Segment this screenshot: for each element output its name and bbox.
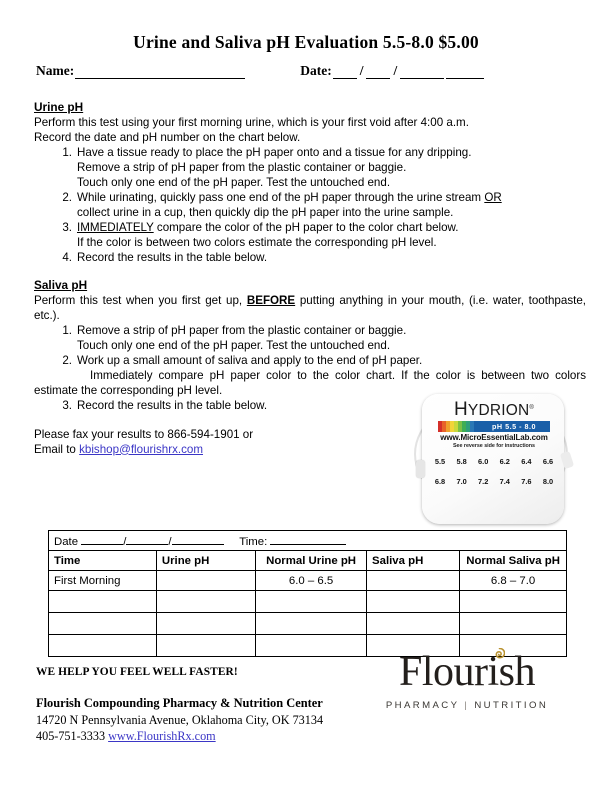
cell-time[interactable] [49, 613, 157, 635]
urine-intro-line-2: Record the date and pH number on the chart below. [34, 131, 301, 145]
saliva-step-2-line-1: Work up a small amount of saliva and apply to the end of pH paper. [77, 353, 423, 367]
ph-swatch-7-6 [517, 471, 535, 489]
date-label: Date: [300, 63, 332, 78]
ph-swatch-label: 7.2 [478, 477, 489, 486]
cell-time[interactable] [49, 591, 157, 613]
results-table [48, 530, 567, 657]
email-link[interactable]: kbishop@flourishrx.com [79, 442, 203, 456]
ph-swatch-5-8 [453, 451, 471, 469]
urine-step-1-line-2: Remove a strip of pH paper from the plastic container or baggie. [77, 161, 407, 175]
table-dateline-row [49, 531, 567, 551]
cell-normal-saliva-ph[interactable] [460, 613, 567, 635]
flourish-logo-subtitle [372, 700, 562, 711]
hydrion-ph-color-chart [414, 392, 574, 526]
name-label: Name: [36, 63, 75, 78]
urine-step-3-immediately-emphasis: IMMEDIATELY [77, 220, 154, 234]
ph-swatch-label: 6.6 [542, 457, 554, 466]
table-time-label: Time: [239, 535, 268, 548]
cell-normal-urine-ph[interactable] [256, 635, 367, 657]
urine-step-4-number: 4. [62, 250, 72, 264]
flourish-logo-wordmark [399, 650, 535, 694]
rainbow-stripes-icon [438, 421, 478, 432]
cell-normal-urine-ph[interactable] [256, 591, 367, 613]
hydrion-ph-range-label: pH 5.5 - 8.0 [478, 421, 550, 432]
date-extra-line[interactable] [446, 67, 484, 79]
saliva-step-2-number: 2. [62, 353, 72, 367]
ph-swatch-label: 7.0 [456, 477, 467, 486]
name-date-row [0, 63, 612, 79]
urine-step-2-line-1-text: While urinating, quickly pass one end of the pH paper through the urine stream [77, 190, 485, 204]
cell-time[interactable] [49, 635, 157, 657]
ph-swatch-label: 8.0 [542, 477, 554, 486]
logo-sub-nutrition: NUTRITION [474, 700, 549, 712]
column-header-normal-saliva-ph: Normal Saliva pH [460, 551, 567, 571]
ph-scale-row-bottom [431, 471, 557, 489]
flourish-logo [372, 650, 562, 711]
hydrion-brand-name [428, 400, 560, 419]
urine-step-1-line-3: Touch only one end of the pH paper. Test the untouched end. [77, 176, 391, 190]
urine-step-2-or-emphasis: OR [484, 190, 502, 204]
hydrion-range-bar [438, 421, 550, 432]
saliva-step-1-line-1: Remove a strip of pH paper from the plastic container or baggie. [77, 323, 407, 337]
urine-step-2-line-2: collect urine in a cup, then quickly dip the pH paper into the urine sample. [77, 205, 454, 219]
cell-urine-ph[interactable] [156, 591, 255, 613]
saliva-intro-before-emphasis: BEFORE [246, 293, 296, 307]
urine-step-3-line-1-text: compare the color of the pH paper to the color chart below. [153, 220, 459, 234]
cell-urine-ph[interactable] [156, 571, 255, 591]
table-date-day-line[interactable] [126, 534, 168, 545]
ph-swatch-label: 5.5 [434, 457, 446, 466]
urine-step-1-line-1: Have a tissue ready to place the pH paper onto and a tissue for any dripping. [77, 146, 472, 160]
ph-swatch-6-6 [539, 451, 557, 469]
saliva-step-1 [34, 324, 586, 354]
ph-swatch-5-5 [431, 451, 449, 469]
urine-step-2-line-1 [77, 191, 586, 206]
ph-swatch-6-2 [496, 451, 514, 469]
date-day-line[interactable] [366, 67, 390, 79]
ph-swatch-label: 6.2 [499, 457, 510, 466]
urine-step-4 [34, 251, 586, 266]
registered-trademark-icon: ® [529, 404, 535, 411]
date-month-line[interactable] [333, 67, 357, 79]
dispenser-left-tab [416, 460, 425, 478]
urine-step-2 [34, 191, 586, 221]
urine-step-1 [34, 146, 586, 191]
urine-section-heading: Urine pH [34, 100, 84, 114]
table-date-year-line[interactable] [172, 534, 224, 545]
saliva-step-3-number: 3. [62, 398, 72, 412]
logo-sub-pharmacy: PHARMACY [385, 700, 460, 712]
date-slash-1: / [359, 63, 364, 78]
email-prefix: Email to [34, 442, 80, 456]
footer-tagline: WE HELP YOU FEEL WELL FASTER! [36, 666, 238, 678]
hydrion-website-text: www.MicroEssentialLab.com [440, 433, 548, 442]
column-header-time: Time [49, 551, 157, 571]
table-header-row [49, 551, 567, 571]
saliva-intro-pre: Perform this test when you first get up, [34, 293, 247, 307]
saliva-intro [34, 294, 586, 324]
flourish-logo-text: Flourish [398, 649, 536, 695]
ph-swatch-6-8 [431, 471, 449, 489]
footer-phone: 405-751-3333 [36, 728, 106, 743]
table-date-slash-2: / [168, 535, 172, 548]
ph-swatch-label: 6.8 [434, 477, 446, 486]
urine-step-3 [34, 221, 586, 251]
page-title: Urine and Saliva pH Evaluation 5.5-8.0 $5.00 [133, 32, 479, 52]
hydrion-label-area [428, 400, 560, 489]
saliva-step-1-line-2: Touch only one end of the pH paper. Test the untouched end. [77, 338, 391, 352]
ph-swatch-6-4 [517, 451, 535, 469]
table-date-month-line[interactable] [81, 534, 123, 545]
table-date-slash-1: / [123, 535, 127, 548]
cell-saliva-ph[interactable] [367, 571, 460, 591]
table-row [49, 613, 567, 635]
footer-website-link[interactable]: www.FlourishRx.com [108, 728, 216, 743]
table-row [49, 591, 567, 613]
urine-step-2-number: 2. [62, 190, 72, 204]
ph-swatch-label: 7.6 [521, 477, 532, 486]
cell-normal-urine-ph: 6.0 – 6.5 [256, 571, 367, 591]
saliva-step-1-number: 1. [62, 323, 72, 337]
hydrion-brand-initial: H [453, 399, 468, 420]
date-year-line[interactable] [400, 67, 444, 79]
cell-urine-ph[interactable] [156, 613, 255, 635]
fax-instruction: Please fax your results to 866-594-1901 or [34, 427, 254, 441]
urine-step-4-line-1: Record the results in the table below. [77, 250, 268, 264]
table-row [49, 571, 567, 591]
saliva-step-3-line-1: Record the results in the table below. [77, 398, 268, 412]
table-date-label: Date [54, 535, 79, 548]
urine-step-3-number: 3. [62, 220, 72, 234]
ph-swatch-8-0 [539, 471, 557, 489]
saliva-intro-post: putting anything in your mouth, (i.e. water, toothpaste, etc.). [34, 293, 587, 322]
hydrion-instructions-text: See reverse side for instructions [453, 443, 535, 449]
footer-phone-web [36, 728, 436, 744]
column-header-urine-ph: Urine pH [156, 551, 255, 571]
ph-swatch-7-2 [474, 471, 492, 489]
date-slash-2: / [393, 63, 398, 78]
table-dateline-cell [49, 531, 567, 551]
ph-swatch-6-0 [474, 451, 492, 469]
urine-step-3-line-1 [77, 221, 586, 236]
ph-swatch-7-4 [496, 471, 514, 489]
cell-saliva-ph[interactable] [367, 591, 460, 613]
footer-company-name: Flourish Compounding Pharmacy & Nutrition Center [36, 696, 323, 711]
cell-urine-ph[interactable] [156, 635, 255, 657]
ph-swatch-7-0 [453, 471, 471, 489]
ph-swatch-label: 7.4 [499, 477, 510, 486]
cell-normal-saliva-ph: 6.8 – 7.0 [460, 571, 567, 591]
urine-step-1-number: 1. [62, 146, 72, 160]
ph-swatch-label: 5.8 [456, 457, 467, 466]
spiral-accent-icon [494, 648, 505, 660]
cell-normal-urine-ph[interactable] [256, 613, 367, 635]
section-gap-1 [34, 266, 586, 278]
name-input-line[interactable] [75, 67, 245, 79]
table-time-line[interactable] [270, 534, 346, 545]
urine-step-3-line-2: If the color is between two colors estimate the corresponding pH level. [77, 235, 437, 249]
ph-swatch-label: 6.0 [478, 457, 489, 466]
logo-sub-divider: | [464, 700, 470, 712]
hydrion-brand-rest: YDRION [467, 402, 530, 419]
column-header-saliva-ph: Saliva pH [367, 551, 460, 571]
column-header-normal-urine-ph: Normal Urine pH [256, 551, 367, 571]
urine-steps-list [34, 146, 586, 266]
ph-swatch-label: 6.4 [521, 457, 532, 466]
footer-address: 14720 N Pennsylvania Avenue, Oklahoma City, OK 73134 [36, 712, 324, 727]
saliva-step-2-line-2: Immediately compare pH paper color to the color chart. If the color is between two colors estimate the corresponding pH level. [34, 368, 586, 397]
cell-time: First Morning [49, 571, 157, 591]
ph-scale-row-top [431, 451, 557, 469]
saliva-section-heading: Saliva pH [34, 277, 88, 292]
cell-saliva-ph[interactable] [367, 613, 460, 635]
urine-intro-line-1: Perform this test using your first morning urine, which is your first void after 4:00 a.m. [34, 116, 469, 130]
cell-normal-saliva-ph[interactable] [460, 591, 567, 613]
